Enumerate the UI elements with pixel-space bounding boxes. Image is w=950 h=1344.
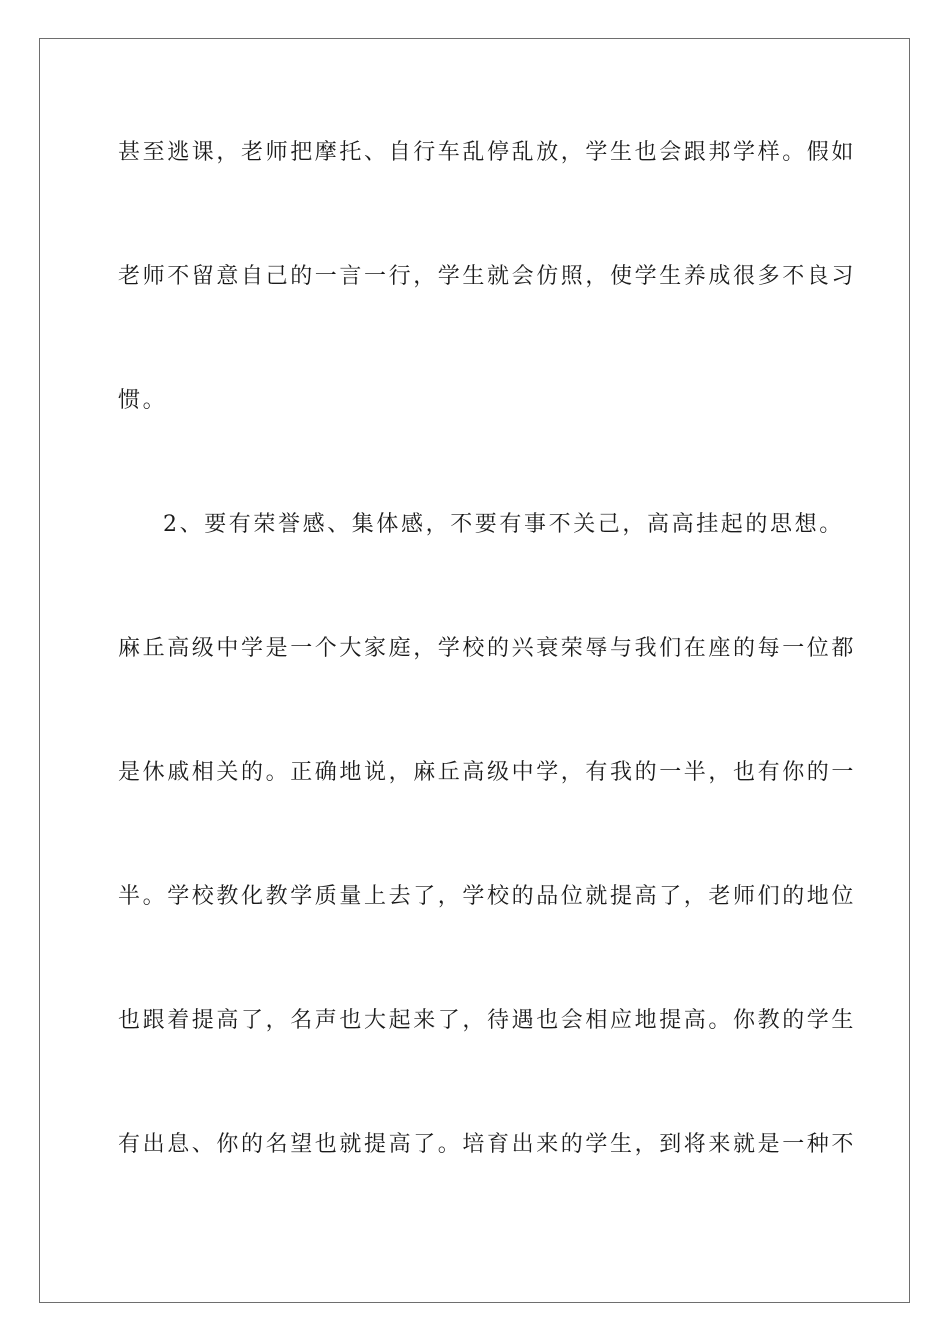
text-line: 是休戚相关的。正确地说，麻丘高级中学，有我的一半，也有你的一 — [118, 760, 857, 785]
text-line: 麻丘高级中学是一个大家庭，学校的兴衰荣辱与我们在座的每一位都 — [118, 636, 857, 661]
text-line: 甚至逃课，老师把摩托、自行车乱停乱放，学生也会跟邦学样。假如 — [118, 140, 857, 165]
paragraph-heading-line: 2、要有荣誉感、集体感，不要有事不关己，高高挂起的思想。 — [163, 512, 844, 537]
text-line: 有出息、你的名望也就提高了。培育出来的学生，到将来就是一种不 — [118, 1132, 857, 1157]
page-border — [39, 38, 910, 1303]
text-line: 也跟着提高了，名声也大起来了，待遇也会相应地提高。你教的学生 — [118, 1008, 857, 1033]
text-line: 半。学校教化教学质量上去了，学校的品位就提高了，老师们的地位 — [118, 884, 857, 909]
text-line: 惯。 — [118, 388, 168, 413]
text-line: 老师不留意自己的一言一行，学生就会仿照，使学生养成很多不良习 — [118, 264, 857, 289]
